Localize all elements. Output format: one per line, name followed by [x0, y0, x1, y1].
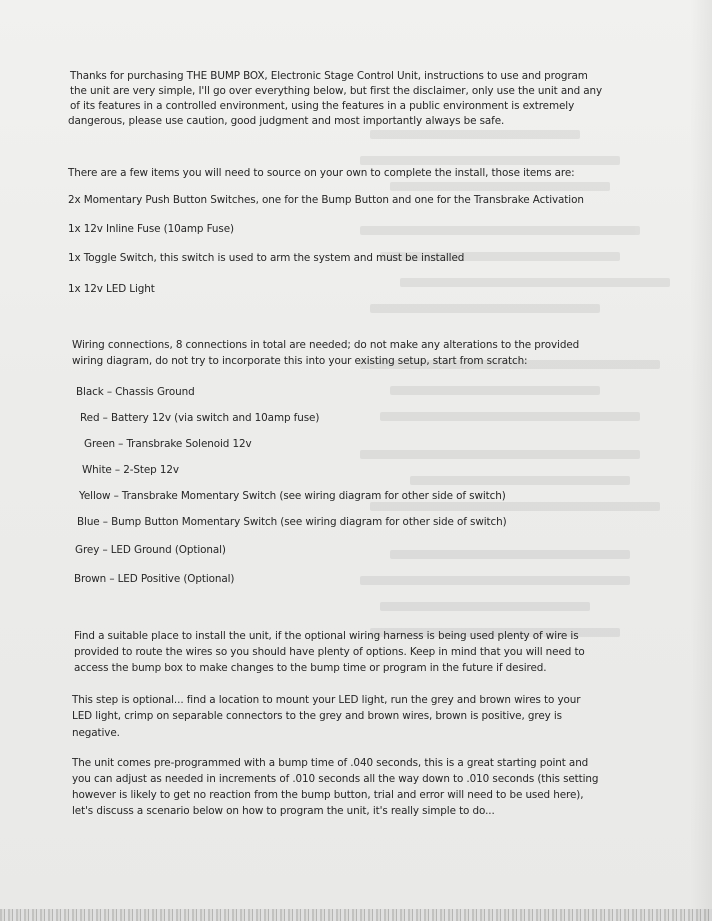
program-line-1: The unit comes pre-programmed with a bump time of .040 seconds, this is a great starting point and: [72, 757, 589, 769]
program-line-2: you can adjust as needed in increments of .010 seconds all the way down to .010 seconds (this setting: [72, 773, 599, 785]
install-line-2: provided to route the wires so you should have plenty of options. Keep in mind that you will need to: [74, 646, 585, 658]
bottom-edge: [0, 909, 712, 921]
led-line-2: LED light, crimp on separable connectors to the grey and brown wires, brown is positive, grey is: [72, 710, 562, 722]
wire-black: Black – Chassis Ground: [76, 386, 195, 398]
intro-line-3: of its features in a controlled environment, using the features in a public environment is extremely: [70, 100, 575, 112]
item-4: 1x 12v LED Light: [68, 283, 155, 295]
wire-red: Red – Battery 12v (via switch and 10amp fuse): [80, 412, 320, 424]
item-3: 1x Toggle Switch, this switch is used to arm the system and must be installed: [68, 252, 465, 264]
install-line-1: Find a suitable place to install the unit, if the optional wiring harness is being used plenty of wire is: [74, 630, 579, 642]
led-line-3: negative.: [72, 727, 120, 739]
wire-white: White – 2-Step 12v: [82, 464, 179, 476]
item-1: 2x Momentary Push Button Switches, one for the Bump Button and one for the Transbrake Activation: [68, 194, 584, 206]
intro-line-2: the unit are very simple, I'll go over everything below, but first the disclaimer, only use the unit and any: [70, 85, 603, 97]
program-line-4: let's discuss a scenario below on how to program the unit, it's really simple to do...: [72, 805, 495, 817]
wire-blue: Blue – Bump Button Momentary Switch (see wiring diagram for other side of switch): [77, 516, 507, 528]
item-2: 1x 12v Inline Fuse (10amp Fuse): [68, 223, 234, 235]
intro-line-4: dangerous, please use caution, good judgment and most importantly always be safe.: [68, 115, 505, 127]
program-line-3: however is likely to get no reaction from the bump button, trial and error will need to be used here),: [72, 789, 584, 801]
items-intro: There are a few items you will need to source on your own to complete the install, those items are:: [68, 167, 575, 179]
led-line-1: This step is optional... find a location to mount your LED light, run the grey and brown wires to your: [72, 694, 581, 706]
wire-yellow: Yellow – Transbrake Momentary Switch (see wiring diagram for other side of switch): [79, 490, 506, 502]
wire-brown: Brown – LED Positive (Optional): [74, 573, 235, 585]
wiring-intro-line-1: Wiring connections, 8 connections in total are needed; do not make any alterations to the provided: [72, 339, 580, 351]
wire-green: Green – Transbrake Solenoid 12v: [84, 438, 252, 450]
intro-line-1: Thanks for purchasing THE BUMP BOX, Electronic Stage Control Unit, instructions to use and program: [70, 70, 588, 82]
wiring-intro-line-2: wiring diagram, do not try to incorporate this into your existing setup, start from scratch:: [72, 355, 528, 367]
wire-grey: Grey – LED Ground (Optional): [75, 544, 226, 556]
install-line-3: access the bump box to make changes to the bump time or program in the future if desired.: [74, 662, 547, 674]
